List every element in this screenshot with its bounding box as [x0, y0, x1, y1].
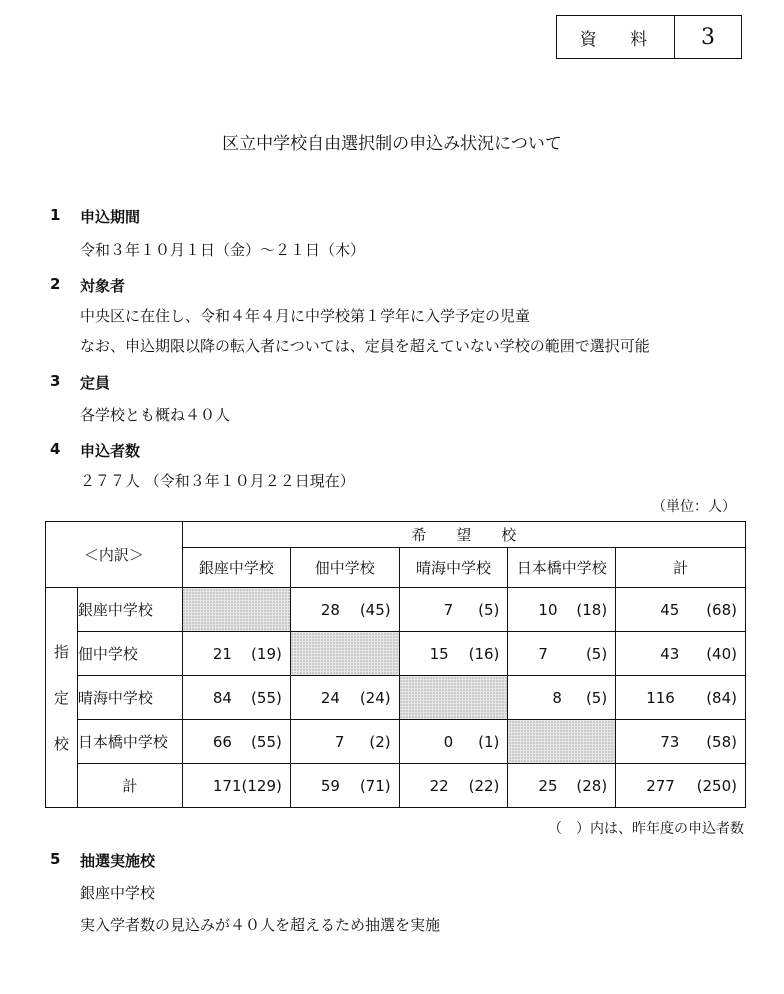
cell-value: 22 — [429, 776, 449, 795]
side-header-char: 校 — [53, 734, 69, 753]
section-2-line: なお、申込期限以降の転入者については、定員を超えていない学校の範囲で選択可能 — [80, 337, 650, 355]
table-corner-header: ＜内訳＞ — [46, 522, 183, 588]
column-header: 晴海中学校 — [399, 548, 508, 588]
cell-previous: (19) — [251, 644, 282, 663]
cell-value: 66 — [212, 732, 232, 751]
desired-school-header: 希 望 校 — [182, 522, 745, 548]
cell-value: 171 — [212, 776, 242, 795]
table-cell — [399, 588, 508, 632]
cell-previous: (22) — [468, 776, 500, 795]
table-cell — [290, 676, 399, 720]
row-label: 佃中学校 — [77, 632, 182, 676]
section-1-number: 1 — [50, 206, 61, 224]
total-row-label: 計 — [77, 764, 182, 808]
designated-school-header — [46, 588, 78, 808]
row-label: 銀座中学校 — [77, 588, 182, 632]
side-header-char: 定 — [53, 688, 69, 707]
table-cell — [508, 632, 616, 676]
page-title: 区立中学校自由選択制の申込み状況について — [222, 134, 562, 154]
cell-previous: (250) — [696, 776, 737, 795]
table-cell — [508, 588, 616, 632]
cell-value: 43 — [660, 644, 680, 663]
table-cell — [616, 588, 746, 632]
column-header: 銀座中学校 — [182, 548, 290, 588]
table-cell — [290, 720, 399, 764]
cell-value: 7 — [443, 600, 454, 619]
table-cell — [399, 720, 508, 764]
section-3-number: 3 — [50, 372, 61, 390]
cell-previous: (5) — [478, 600, 500, 619]
shaded-cell — [182, 588, 290, 632]
cell-previous: (28) — [576, 776, 608, 795]
table-cell — [182, 720, 290, 764]
total-cell — [290, 764, 399, 808]
cell-value: 84 — [212, 688, 232, 707]
cell-value: 28 — [320, 600, 340, 619]
total-cell — [399, 764, 508, 808]
applications-table — [45, 521, 746, 808]
shaded-cell — [399, 676, 508, 720]
section-3-heading: 定員 — [80, 374, 111, 392]
section-5-heading: 抽選実施校 — [80, 852, 156, 870]
cell-value: 25 — [538, 776, 558, 795]
column-header: 佃中学校 — [290, 548, 399, 588]
cell-value: 15 — [429, 644, 449, 663]
stamp-label: 資 料 — [557, 16, 675, 58]
table-footnote: （ ）内は、昨年度の申込者数 — [548, 821, 744, 837]
table-cell — [508, 676, 616, 720]
section-4-line: ２７７人 （令和３年１０月２２日現在） — [80, 472, 355, 490]
section-5-line: 実入学者数の見込みが４０人を超えるため抽選を実施 — [80, 916, 441, 934]
cell-value: 7 — [538, 644, 548, 663]
cell-previous: (24) — [359, 688, 391, 707]
cell-value: 116 — [646, 688, 675, 707]
section-5-number: 5 — [50, 850, 61, 868]
table-cell — [616, 632, 746, 676]
cell-previous: (16) — [468, 644, 500, 663]
table-cell — [399, 632, 508, 676]
section-4-number: 4 — [50, 440, 61, 458]
cell-previous: (5) — [585, 688, 608, 707]
cell-value: 73 — [660, 732, 680, 751]
section-2-line: 中央区に在住し、令和４年４月に中学校第１学年に入学予定の児童 — [80, 307, 531, 325]
stamp-number: 3 — [701, 24, 715, 50]
cell-value: 8 — [552, 688, 562, 707]
unit-label: （単位：人） — [652, 499, 736, 515]
column-header: 日本橋中学校 — [508, 548, 616, 588]
cell-previous: (84) — [706, 688, 737, 707]
cell-value: 277 — [646, 776, 675, 795]
shaded-cell — [508, 720, 616, 764]
cell-value: 59 — [320, 776, 340, 795]
cell-value: 7 — [334, 732, 345, 751]
section-1-line: 令和３年１０月１日（金）～２１日（木） — [80, 241, 366, 259]
section-2-heading: 対象者 — [80, 277, 126, 295]
document-stamp — [556, 15, 742, 59]
column-header: 計 — [616, 548, 746, 588]
table-cell — [616, 720, 746, 764]
cell-previous: (5) — [585, 644, 608, 663]
cell-value: 0 — [443, 732, 454, 751]
cell-previous: (129) — [241, 776, 282, 795]
row-label: 晴海中学校 — [77, 676, 182, 720]
shaded-cell — [290, 632, 399, 676]
cell-previous: (18) — [576, 600, 608, 619]
cell-previous: (40) — [706, 644, 737, 663]
cell-previous: (58) — [706, 732, 737, 751]
cell-previous: (45) — [359, 600, 391, 619]
section-1-heading: 申込期間 — [80, 208, 141, 226]
cell-previous: (55) — [251, 688, 282, 707]
total-cell — [616, 764, 746, 808]
row-label: 日本橋中学校 — [77, 720, 182, 764]
table-cell — [290, 588, 399, 632]
table-cell — [182, 676, 290, 720]
cell-previous: (2) — [369, 732, 391, 751]
cell-previous: (1) — [478, 732, 500, 751]
cell-previous: (71) — [359, 776, 391, 795]
total-cell — [182, 764, 290, 808]
cell-value: 21 — [212, 644, 232, 663]
section-3-line: 各学校とも概ね４０人 — [80, 406, 231, 424]
cell-value: 24 — [320, 688, 340, 707]
table-cell — [616, 676, 746, 720]
section-2-number: 2 — [50, 275, 61, 293]
section-5-line: 銀座中学校 — [80, 884, 156, 902]
cell-previous: (68) — [706, 600, 737, 619]
total-cell — [508, 764, 616, 808]
cell-value: 45 — [660, 600, 680, 619]
table-cell — [182, 632, 290, 676]
side-header-char: 指 — [53, 642, 69, 661]
cell-value: 10 — [538, 600, 558, 619]
cell-previous: (55) — [251, 732, 282, 751]
section-4-heading: 申込者数 — [80, 442, 141, 460]
